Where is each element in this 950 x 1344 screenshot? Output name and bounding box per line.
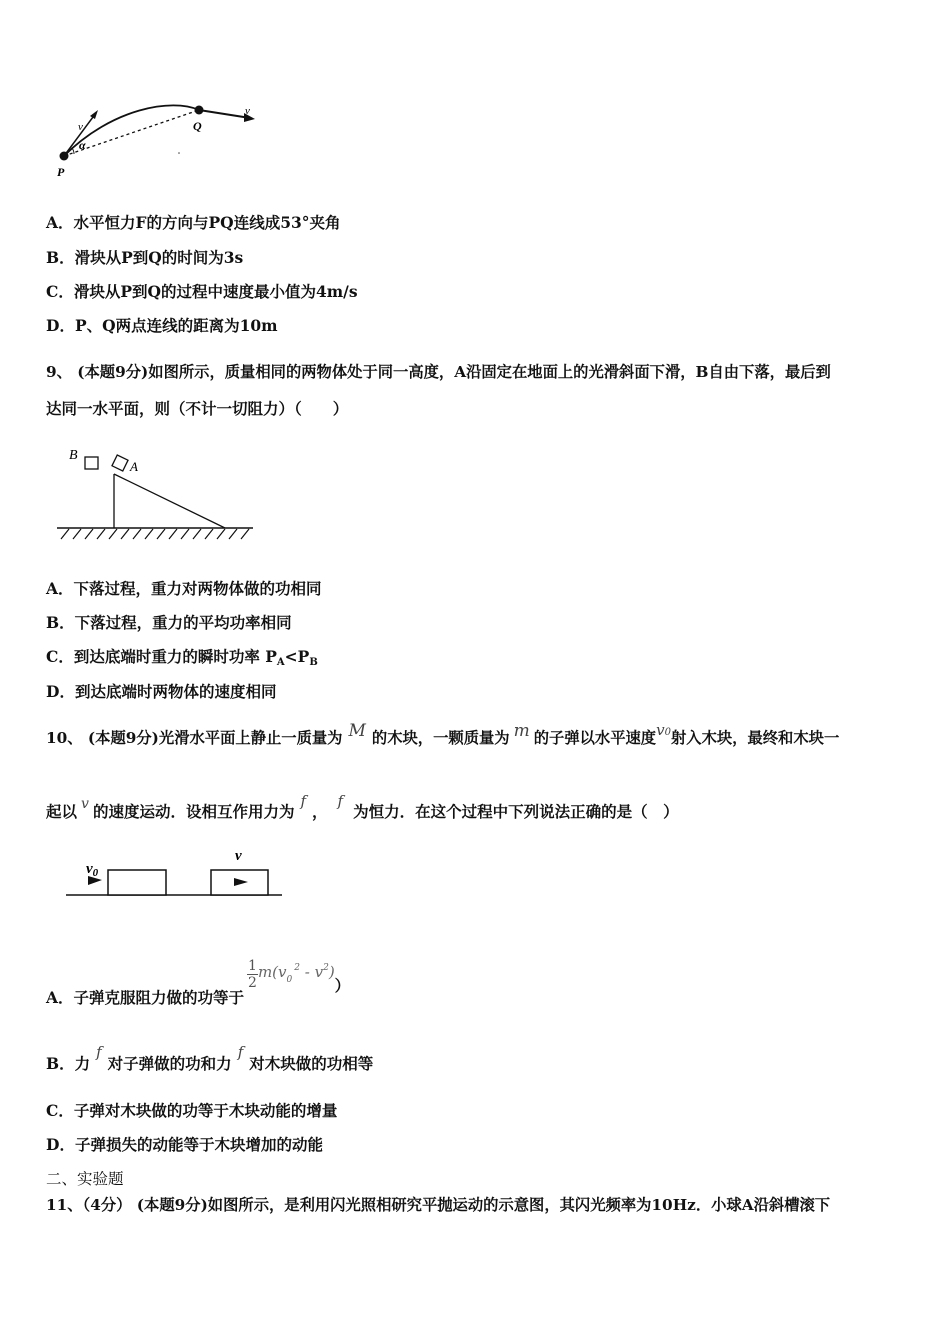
label-A: A <box>130 459 138 474</box>
q8-option-d: D．P、Q两点连线的距离为10m <box>46 316 278 335</box>
q9-stem-line1: 9、 (本题9分)如图所示，质量相同的两物体处于同一高度，A沿固定在地面上的光滑斜面下滑，B自由下落，最后到 <box>46 363 831 381</box>
q10-option-b: B．力f对子弹做的功和力f对木块做的功相等 <box>46 1043 374 1073</box>
q10-stem-line2: 起以 v 的速度运动．设相互作用力为f，f为恒力．在这个过程中下列说法正确的是（ ） <box>46 792 679 821</box>
q8-option-a: A．水平恒力F的方向与PQ连线成53°夹角 <box>46 213 341 232</box>
q9-option-d: D．到达底端时两物体的速度相同 <box>46 682 277 701</box>
label-v: v <box>78 121 83 133</box>
bullet-block-figure <box>64 845 286 903</box>
q9-stem-line2: 达同一水平面，则（不计一切阻力）（ ） <box>46 399 349 418</box>
q9-option-b: B．下落过程，重力的平均功率相同 <box>46 613 292 632</box>
trajectory-figure <box>52 98 262 183</box>
q8-option-b: B．滑块从P到Q的时间为3s <box>46 248 244 267</box>
label-alpha: α <box>79 138 86 152</box>
label-B: B <box>69 448 78 463</box>
label-v-block: v <box>235 848 242 864</box>
label-P: P <box>57 165 65 179</box>
q11-stem: 11、（4分） (本题9分)如图所示，是利用闪光照相研究平抛运动的示意图，其闪光频率为10Hz．小球A沿斜槽滚下 <box>46 1196 831 1214</box>
q10-stem-line1: 10、 (本题9分)光滑水平面上静止一质量为 M 的木块，一颗质量为 m 的子弹以水平速度v0射入木块，最终和木块一 <box>46 721 840 747</box>
q10-option-d: D．子弹损失的动能等于木块增加的动能 <box>46 1135 323 1154</box>
q8-option-c: C．滑块从P到Q的过程中速度最小值为4m/s <box>46 282 358 301</box>
incline-figure <box>55 442 260 547</box>
label-Q: Q <box>193 119 202 133</box>
label-v0: $v_0$ <box>86 861 99 879</box>
q9-option-a: A．下落过程，重力对两物体做的功相同 <box>46 579 322 598</box>
q9-option-c: C．到达底端时重力的瞬时功率 $P_A<P_B$ <box>46 647 318 668</box>
q10-option-c: C．子弹对木块做的功等于木块动能的增量 <box>46 1101 338 1120</box>
label-v-right: v <box>245 105 250 117</box>
section-heading: 二、实验题 <box>46 1170 124 1188</box>
q10-option-a: A．子弹克服阻力做的功等于 $\frac{1}{2}$ $m(v_0^2 - v^2)$） <box>46 958 351 1007</box>
